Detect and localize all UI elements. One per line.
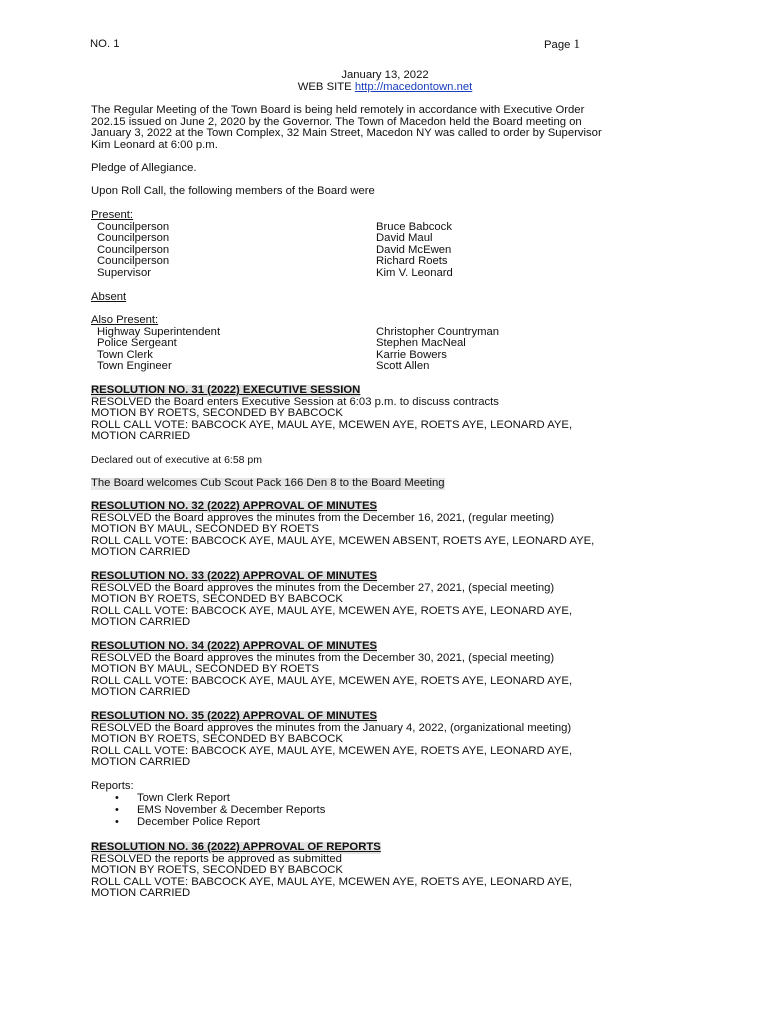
member-name: Stephen MacNeal xyxy=(376,337,466,350)
member-name: Karrie Bowers xyxy=(376,348,447,361)
resolution-line: MOTION CARRIED xyxy=(91,546,191,559)
member-role: Councilperson xyxy=(97,255,170,268)
resolution-35 xyxy=(91,711,681,769)
resolution-title: RESOLUTION NO. 34 (2022) APPROVAL OF MINUTES xyxy=(91,640,378,652)
member-role: Councilperson xyxy=(97,232,170,245)
website-label: WEB SITE xyxy=(297,81,352,93)
page-indicator xyxy=(544,38,580,52)
member-name: David Maul xyxy=(376,232,433,245)
page-number: 1 xyxy=(573,36,581,51)
list-item: • EMS November & December Reports xyxy=(91,805,681,817)
resolution-line: MOTION BY ROETS, SECONDED BY BABCOCK xyxy=(91,864,343,877)
resolution-line: RESOLVED the reports be approved as submitted xyxy=(91,852,342,865)
member-role: Highway Superintendent xyxy=(97,325,221,338)
resolution-line: ROLL CALL VOTE: BABCOCK AYE, MAUL AYE, MCEWEN AYE, ROETS AYE, LEONARD AYE, xyxy=(91,418,573,431)
welcome-text: The Board welcomes Cub Scout Pack 166 Den 8 to the Board Meeting xyxy=(91,477,445,489)
resolution-line: ROLL CALL VOTE: BABCOCK AYE, MAUL AYE, MCEWEN AYE, ROETS AYE, LEONARD AYE, xyxy=(91,674,573,687)
reports-section xyxy=(91,781,681,829)
resolution-line: MOTION BY ROETS, SECONDED BY BABCOCK xyxy=(91,593,343,606)
resolution-line: RESOLVED the Board enters Executive Session at 6:03 p.m. to discuss contracts xyxy=(91,395,499,408)
resolution-line: MOTION CARRIED xyxy=(91,616,191,629)
resolution-title: RESOLUTION NO. 31 (2022) EXECUTIVE SESSION xyxy=(91,384,361,396)
resolution-36 xyxy=(91,842,681,900)
member-name: Bruce Babcock xyxy=(376,220,452,233)
pledge-text: Pledge of Allegiance. xyxy=(91,162,197,174)
resolution-line: RESOLVED the Board approves the minutes from the December 27, 2021, (special meeting) xyxy=(91,581,555,594)
member-name: David McEwen xyxy=(376,243,452,256)
resolution-line: MOTION CARRIED xyxy=(91,430,191,443)
member-name: Scott Allen xyxy=(376,360,430,373)
roll-call-text: Upon Roll Call, the following members of the Board were xyxy=(91,185,375,197)
reports-heading: Reports: xyxy=(91,780,134,792)
resolution-line: RESOLVED the Board approves the minutes from the December 30, 2021, (special meeting) xyxy=(91,651,555,664)
member-role: Police Sergeant xyxy=(97,337,177,350)
intro-line: The Regular Meeting of the Town Board is being held remotely in accordance with Executive Order xyxy=(91,104,585,116)
resolution-title: RESOLUTION NO. 32 (2022) APPROVAL OF MINUTES xyxy=(91,500,378,512)
resolution-line: RESOLVED the Board approves the minutes from the January 4, 2022, (organizational meeting) xyxy=(91,721,572,734)
resolution-line: RESOLVED the Board approves the minutes from the December 16, 2021, (regular meeting) xyxy=(91,511,555,524)
member-name: Kim V. Leonard xyxy=(376,266,453,279)
resolution-line: MOTION BY MAUL, SECONDED BY ROETS xyxy=(91,523,320,536)
resolution-32 xyxy=(91,501,681,559)
meeting-date: January 13, 2022 xyxy=(341,69,429,81)
member-role: Supervisor xyxy=(97,266,151,279)
resolution-33 xyxy=(91,571,681,629)
resolution-title: RESOLUTION NO. 35 (2022) APPROVAL OF MINUTES xyxy=(91,710,378,722)
resolution-title: RESOLUTION NO. 33 (2022) APPROVAL OF MINUTES xyxy=(91,570,378,582)
resolution-title: RESOLUTION NO. 36 (2022) APPROVAL OF REPORTS xyxy=(91,841,381,853)
resolution-line: MOTION BY ROETS, SECONDED BY BABCOCK xyxy=(91,407,343,420)
document-number: NO. 1 xyxy=(90,38,120,50)
resolution-line: ROLL CALL VOTE: BABCOCK AYE, MAUL AYE, MCEWEN AYE, ROETS AYE, LEONARD AYE, xyxy=(91,604,573,617)
intro-line: Kim Leonard at 6:00 p.m. xyxy=(91,138,218,151)
present-heading: Present: xyxy=(91,209,134,221)
resolution-31 xyxy=(91,385,681,443)
resolution-line: MOTION BY ROETS, SECONDED BY BABCOCK xyxy=(91,733,343,746)
also-present-heading: Also Present: xyxy=(91,314,159,326)
intro-line: 202.15 issued on June 2, 2020 by the Governor. The Town of Macedon held the Board meeting on xyxy=(91,115,582,128)
member-role: Councilperson xyxy=(97,243,170,256)
list-item: • Town Clerk Report xyxy=(91,793,681,805)
resolution-line: MOTION CARRIED xyxy=(91,756,191,769)
resolution-line: ROLL CALL VOTE: BABCOCK AYE, MAUL AYE, MCEWEN AYE, ROETS AYE, LEONARD AYE, xyxy=(91,875,573,888)
member-name: Christopher Countryman xyxy=(376,325,500,338)
member-role: Town Clerk xyxy=(97,348,153,361)
declared-out-text: Declared out of executive at 6:58 pm xyxy=(91,454,263,466)
member-row xyxy=(91,361,681,373)
absent-heading: Absent xyxy=(91,291,127,303)
member-role: Councilperson xyxy=(97,220,170,233)
member-role: Town Engineer xyxy=(97,360,172,373)
intro-paragraph xyxy=(91,105,681,151)
resolution-line: MOTION CARRIED xyxy=(91,686,191,699)
website-link[interactable]: http://macedontown.net xyxy=(354,81,473,93)
member-name: Richard Roets xyxy=(376,255,448,268)
website-line xyxy=(0,82,770,94)
present-section xyxy=(91,210,681,280)
list-item: • December Police Report xyxy=(91,817,681,829)
reports-list xyxy=(91,793,681,829)
resolution-line: ROLL CALL VOTE: BABCOCK AYE, MAUL AYE, MCEWEN ABSENT, ROETS AYE, LEONARD AYE, xyxy=(91,534,595,547)
resolution-line: MOTION BY MAUL, SECONDED BY ROETS xyxy=(91,663,320,676)
member-row xyxy=(91,268,681,280)
resolution-line: ROLL CALL VOTE: BABCOCK AYE, MAUL AYE, MCEWEN AYE, ROETS AYE, LEONARD AYE, xyxy=(91,744,573,757)
page-label: Page xyxy=(544,39,571,51)
intro-line: January 3, 2022 at the Town Complex, 32 Main Street, Macedon NY was called to order by Supervisor xyxy=(91,127,602,140)
resolution-line: MOTION CARRIED xyxy=(91,887,191,900)
resolution-34 xyxy=(91,641,681,699)
also-present-section xyxy=(91,315,681,373)
